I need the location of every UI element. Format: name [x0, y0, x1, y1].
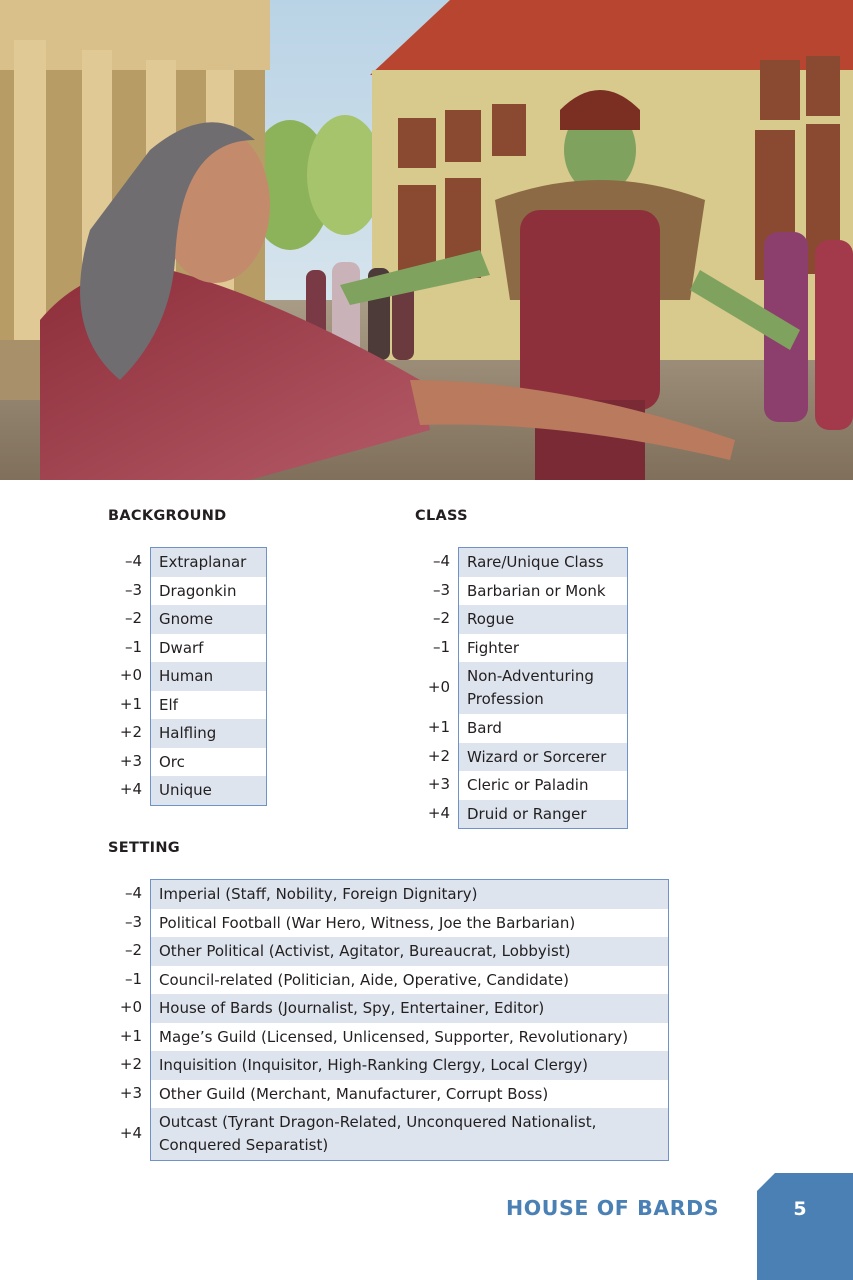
table-row: Bard	[467, 719, 502, 737]
modifier: –3	[124, 912, 142, 931]
plaza-scene-illustration	[0, 0, 853, 480]
page-number: 5	[793, 1198, 807, 1220]
modifier: +3	[427, 775, 450, 793]
table-row: Cleric or Paladin	[467, 776, 589, 794]
modifier: –1	[432, 637, 450, 656]
background-options-box	[150, 547, 267, 806]
modifier: –3	[124, 580, 142, 599]
setting-heading: SETTING	[108, 840, 180, 856]
cover-illustration	[0, 0, 853, 480]
background-heading: BACKGROUND	[108, 508, 227, 524]
table-row: Other Guild (Merchant, Manufacturer, Corrupt Boss)	[159, 1084, 549, 1103]
table-row: Outcast (Tyrant Dragon-Related, Unconquered Nationalist, Conquered Separatist)	[151, 1108, 668, 1160]
background-modifier-column	[100, 547, 150, 804]
table-row: Other Political (Activist, Agitator, Bureaucrat, Lobbyist)	[151, 937, 668, 966]
modifier: +1	[119, 694, 142, 713]
modifier: –2	[432, 609, 450, 627]
modifier: +4	[119, 1124, 142, 1142]
table-row: Non-Adventuring Profession	[459, 662, 627, 714]
modifier: +2	[427, 746, 450, 765]
modifier: –4	[124, 552, 142, 570]
table-row: Dragonkin	[159, 581, 237, 600]
table-row: Mage’s Guild (Licensed, Unlicensed, Supporter, Revolutionary)	[159, 1027, 629, 1046]
modifier: +2	[119, 1055, 142, 1073]
class-heading: CLASS	[415, 508, 468, 524]
table-row: Dwarf	[159, 638, 204, 657]
modifier: +4	[119, 780, 142, 798]
modifier: +3	[119, 1083, 142, 1102]
setting-options-box	[150, 879, 669, 1161]
page-number-tab	[757, 1173, 853, 1280]
class-options-box	[458, 547, 628, 829]
table-row: Unique	[151, 776, 266, 805]
table-row: Inquisition (Inquisitor, High-Ranking Clergy, Local Clergy)	[151, 1051, 668, 1080]
table-row: Gnome	[151, 605, 266, 634]
table-row: Barbarian or Monk	[467, 581, 606, 600]
modifier: –2	[124, 609, 142, 627]
modifier: +2	[119, 723, 142, 741]
modifier: –2	[124, 941, 142, 959]
table-row: Rare/Unique Class	[459, 548, 627, 577]
modifier: –1	[124, 637, 142, 656]
table-row: Fighter	[467, 638, 520, 657]
modifier: –4	[124, 884, 142, 902]
table-row: Extraplanar	[151, 548, 266, 577]
running-footer-title: HOUSE OF BARDS	[506, 1196, 720, 1220]
table-row: Human	[151, 662, 266, 691]
modifier: –1	[124, 969, 142, 988]
modifier: +4	[427, 803, 450, 822]
table-row: House of Bards (Journalist, Spy, Entertainer, Editor)	[151, 994, 668, 1023]
table-row: Orc	[159, 752, 185, 771]
table-row: Imperial (Staff, Nobility, Foreign Dignitary)	[151, 880, 668, 909]
modifier: +1	[119, 1026, 142, 1045]
class-modifier-column	[408, 547, 458, 827]
table-row: Wizard or Sorcerer	[459, 743, 627, 772]
table-row: Council-related (Politician, Aide, Operative, Candidate)	[159, 970, 569, 989]
modifier: –4	[432, 552, 450, 570]
setting-modifier-column	[100, 879, 150, 1159]
modifier: +0	[119, 998, 142, 1016]
modifier: –3	[432, 580, 450, 599]
modifier: +1	[427, 718, 450, 736]
table-row: Political Football (War Hero, Witness, Joe the Barbarian)	[159, 913, 576, 932]
table-row: Rogue	[459, 605, 627, 634]
table-row: Elf	[159, 695, 178, 714]
modifier: +0	[427, 678, 450, 696]
modifier: +0	[119, 666, 142, 684]
modifier: +3	[119, 751, 142, 770]
table-row: Halfling	[151, 719, 266, 748]
table-row: Druid or Ranger	[459, 800, 627, 829]
